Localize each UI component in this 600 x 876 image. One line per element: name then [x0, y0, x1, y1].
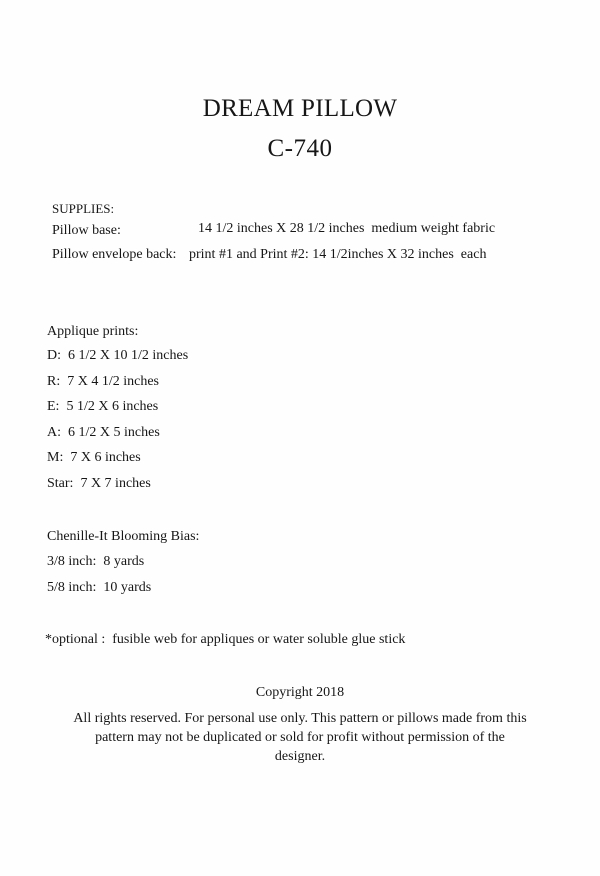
pillow-base-value: 14 1/2 inches X 28 1/2 inches medium weight fabric [198, 221, 496, 236]
applique-item-r: R: 7 X 4 1/2 inches [47, 374, 159, 389]
optional-note: *optional : fusible web for appliques or water soluble glue stick [45, 632, 406, 647]
copyright-line: Copyright 2018 [255, 685, 345, 700]
rights-line-2: pattern may not be duplicated or sold for profit without permission of the [95, 730, 505, 745]
pattern-code: C-740 [267, 135, 333, 162]
pillow-base-label: Pillow base: [52, 223, 121, 238]
envelope-back-value: print #1 and Print #2: 14 1/2inches X 32 inches each [189, 247, 487, 262]
chenille-item-5-8: 5/8 inch: 10 yards [47, 580, 152, 595]
rights-line-1: All rights reserved. For personal use only. This pattern or pillows made from this [73, 711, 527, 726]
pattern-title: DREAM PILLOW [202, 95, 398, 122]
supplies-heading: SUPPLIES: [52, 201, 115, 216]
applique-item-a: A: 6 1/2 X 5 inches [47, 425, 160, 440]
rights-line-3: designer. [274, 749, 326, 764]
applique-item-d: D: 6 1/2 X 10 1/2 inches [47, 348, 189, 363]
chenille-heading: Chenille-It Blooming Bias: [47, 529, 200, 544]
applique-item-m: M: 7 X 6 inches [47, 450, 141, 465]
chenille-item-3-8: 3/8 inch: 8 yards [47, 554, 145, 569]
applique-heading: Applique prints: [47, 324, 139, 339]
applique-item-star: Star: 7 X 7 inches [47, 476, 151, 491]
envelope-back-label: Pillow envelope back: [52, 247, 177, 262]
applique-item-e: E: 5 1/2 X 6 inches [47, 399, 159, 414]
